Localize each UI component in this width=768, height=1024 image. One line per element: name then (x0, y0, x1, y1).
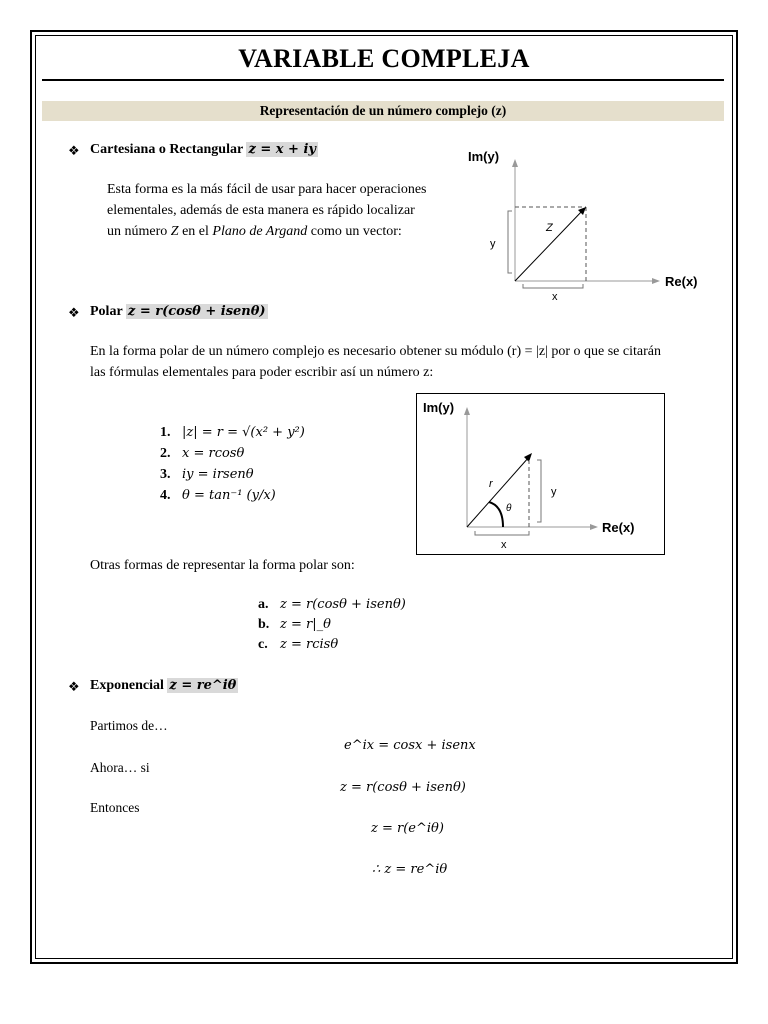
exponential-formula: z = re^iθ (169, 678, 237, 693)
step-label: Ahora… si (90, 760, 150, 775)
bullet-diamond-icon: ❖ (68, 143, 80, 158)
polar-paragraph-line: En la forma polar de un número complejo es necesario obtener su módulo (r) = |z| por o que se citarán (90, 344, 661, 359)
section-header: Representación de un número complejo (z) (259, 103, 507, 118)
polar-paragraph-line: las fórmulas elementales para poder escribir así un número z: (90, 365, 434, 380)
cartesian-heading-text: Cartesiana o Rectangular (90, 142, 243, 157)
polar-heading-text: Polar (90, 304, 123, 319)
im-axis-label: Im(y) (423, 400, 455, 415)
form-item: a. z = r(cosθ + isenθ) (258, 597, 406, 612)
step-label: Partimos de… (90, 718, 168, 733)
argand-diagram-polar-frame (416, 393, 665, 555)
y-component-label: y (490, 238, 496, 250)
formula-item: 1. |z| = r = √(x² + y²) (160, 425, 305, 440)
x-component-label: x (552, 291, 558, 303)
argand-diagram-polar (417, 394, 664, 554)
exponential-heading-text: Exponencial (90, 678, 164, 693)
other-forms-intro: Otras formas de representar la forma polar son: (90, 558, 355, 573)
polar-formula-list (160, 425, 305, 509)
step-formula: z = r(cosθ + isenθ) (340, 780, 466, 795)
x-component-label: x (501, 539, 507, 551)
exponential-heading (90, 678, 238, 694)
form-item: c. z = rcisθ (258, 637, 339, 652)
im-axis-label: Im(y) (468, 149, 500, 164)
step-formula: e^ix = cosx + isenx (344, 738, 476, 753)
polar-formula: z = r(cosθ + isenθ) (127, 304, 266, 319)
form-item: b. z = r|_θ (258, 617, 331, 632)
r-label: r (489, 478, 493, 490)
formula-item: 3. iy = irsenθ (160, 467, 254, 482)
theta-label: θ (506, 503, 512, 514)
y-component-label: y (551, 486, 557, 498)
title-rule (42, 79, 724, 81)
formula-item: 2. x = rcosθ (160, 446, 245, 461)
formula-item: 4. θ = tan⁻¹ (y/x) (160, 488, 276, 503)
z-vector-label: Z (546, 222, 553, 234)
bullet-diamond-icon: ❖ (68, 305, 80, 320)
conclusion-formula: ∴ z = re^iθ (372, 862, 448, 877)
cartesian-paragraph-line: Esta forma es la más fácil de usar para hacer operaciones (107, 182, 427, 197)
polar-paragraph (90, 341, 661, 383)
polar-heading (90, 304, 268, 320)
other-forms-list (258, 597, 406, 657)
cartesian-paragraph-line: un número Z en el Plano de Argand como un vector: (107, 224, 402, 239)
page-title: VARIABLE COMPLEJA (238, 44, 530, 73)
bullet-diamond-icon: ❖ (68, 679, 80, 694)
step-formula: z = r(e^iθ) (371, 821, 444, 836)
re-axis-label: Re(x) (665, 274, 698, 289)
cartesian-paragraph-line: elementales, además de esta manera es rápido localizar (107, 203, 415, 218)
cartesian-formula: z = x + iy (248, 142, 316, 157)
argand-diagram-cartesian (460, 145, 710, 305)
cartesian-paragraph (107, 179, 427, 242)
step-label: Entonces (90, 800, 140, 815)
re-axis-label: Re(x) (602, 520, 635, 535)
cartesian-heading (90, 142, 318, 158)
